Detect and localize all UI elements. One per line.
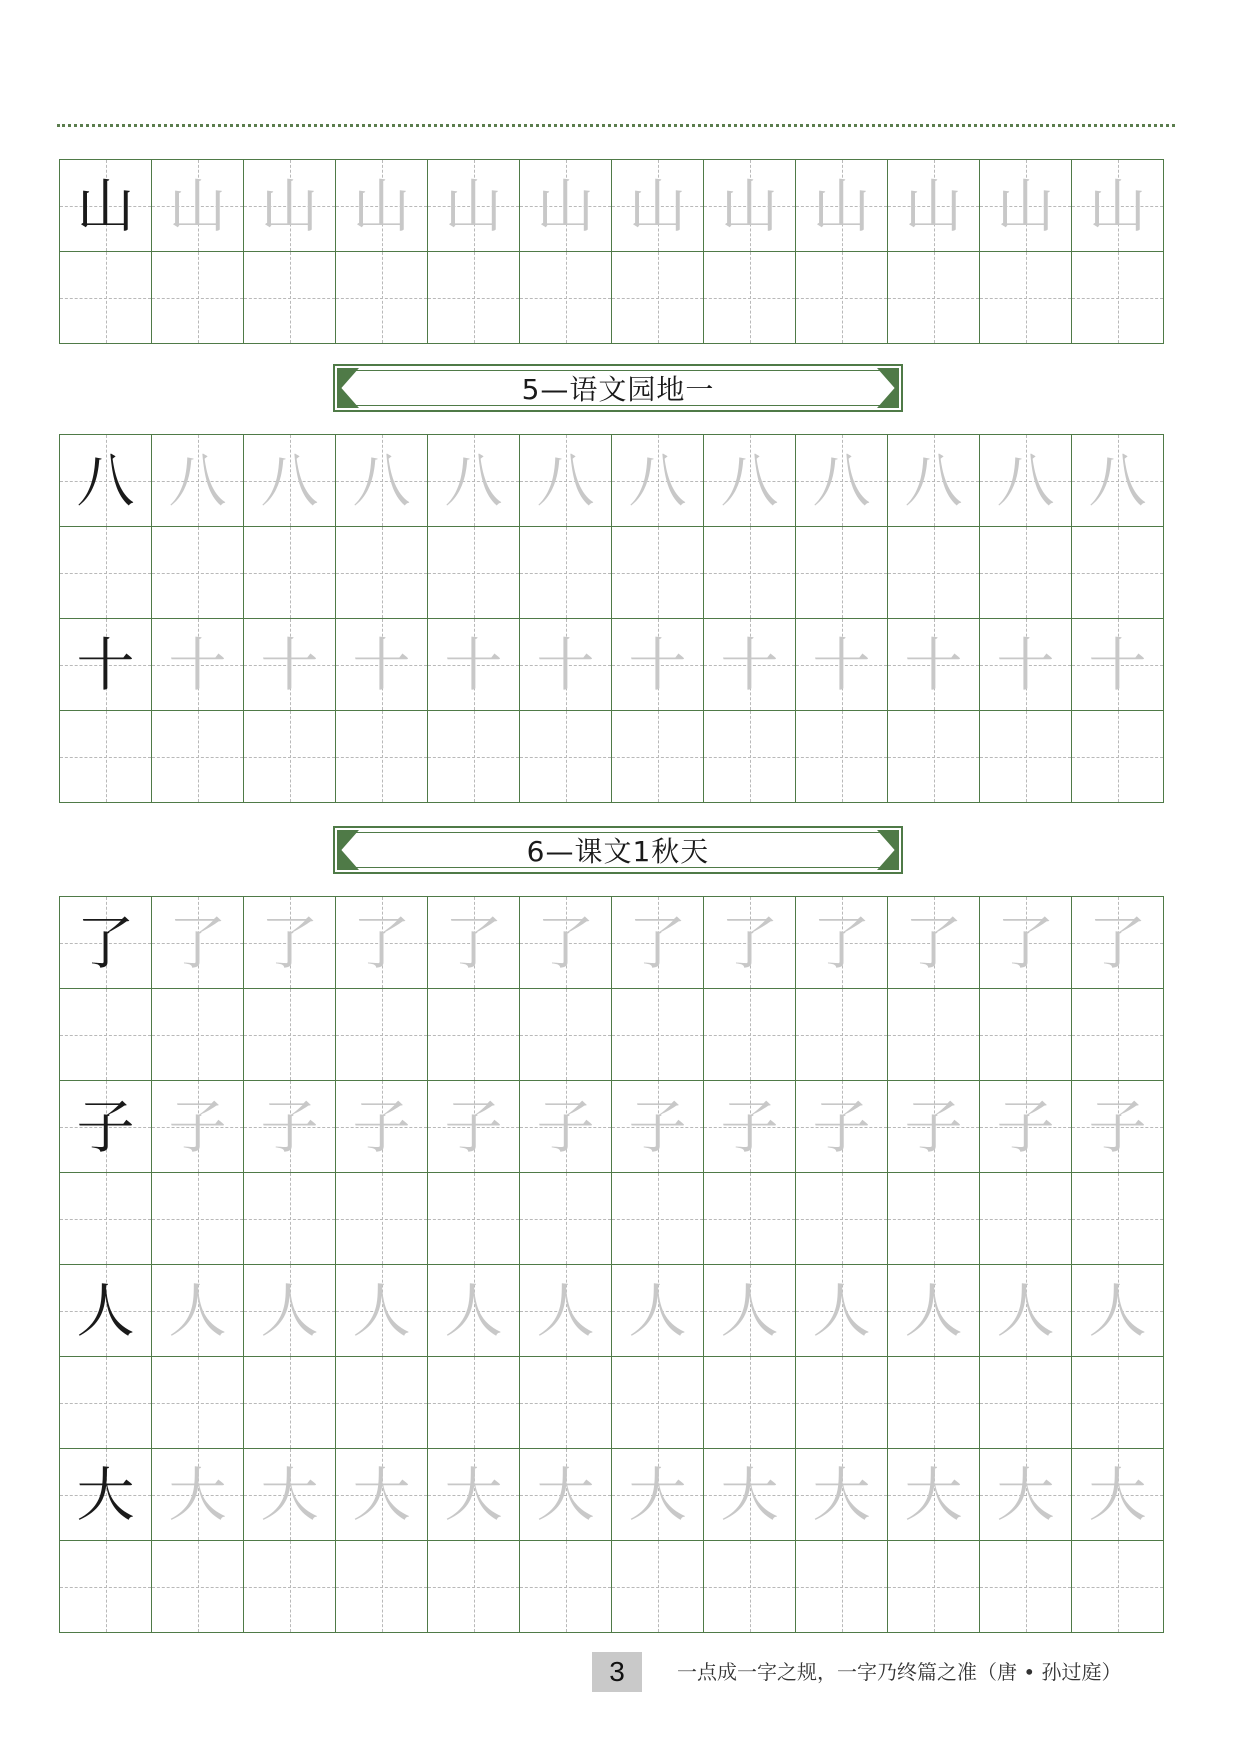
trace-cell[interactable] xyxy=(151,618,244,711)
practice-grid-3 xyxy=(59,896,1175,1632)
blank-cell[interactable] xyxy=(59,988,152,1081)
blank-cell[interactable] xyxy=(795,988,888,1081)
trace-cell[interactable] xyxy=(519,896,612,989)
trace-cell[interactable] xyxy=(703,1080,796,1173)
model-char: 十 xyxy=(76,630,135,699)
trace-cell[interactable] xyxy=(887,1448,980,1541)
blank-cell[interactable] xyxy=(703,1540,796,1633)
trace-cell[interactable] xyxy=(887,159,980,252)
char-row xyxy=(59,1448,1175,1540)
trace-char: 十 xyxy=(536,630,595,699)
char-row xyxy=(59,896,1175,988)
blank-cell[interactable] xyxy=(519,988,612,1081)
trace-char: 山 xyxy=(168,171,227,240)
trace-cell[interactable] xyxy=(427,618,520,711)
blank-cell[interactable] xyxy=(611,1172,704,1265)
trace-cell[interactable] xyxy=(151,434,244,527)
trace-char: 大 xyxy=(904,1460,963,1529)
trace-char: 十 xyxy=(904,630,963,699)
blank-cell[interactable] xyxy=(979,526,1072,619)
blank-cell[interactable] xyxy=(887,251,980,344)
trace-char: 人 xyxy=(444,1276,503,1345)
trace-cell[interactable] xyxy=(243,896,336,989)
trace-char: 子 xyxy=(168,1092,227,1161)
trace-char: 子 xyxy=(720,1092,779,1161)
trace-char: 人 xyxy=(536,1276,595,1345)
trace-cell[interactable] xyxy=(611,1448,704,1541)
blank-cell[interactable] xyxy=(703,988,796,1081)
trace-cell[interactable] xyxy=(979,1264,1072,1357)
model-cell xyxy=(59,1080,152,1173)
blank-cell[interactable] xyxy=(887,1172,980,1265)
trace-cell[interactable] xyxy=(519,434,612,527)
blank-cell[interactable] xyxy=(335,1356,428,1449)
trace-char: 八 xyxy=(904,446,963,515)
trace-char: 子 xyxy=(444,1092,503,1161)
blank-cell[interactable] xyxy=(1071,526,1164,619)
trace-char: 八 xyxy=(628,446,687,515)
blank-cell[interactable] xyxy=(519,1356,612,1449)
trace-cell[interactable] xyxy=(335,1080,428,1173)
trace-cell[interactable] xyxy=(243,1448,336,1541)
trace-cell[interactable] xyxy=(703,896,796,989)
trace-cell[interactable] xyxy=(887,1264,980,1357)
blank-cell[interactable] xyxy=(59,526,152,619)
trace-cell[interactable] xyxy=(611,1080,704,1173)
trace-char: 八 xyxy=(996,446,1055,515)
trace-cell[interactable] xyxy=(703,1264,796,1357)
trace-cell[interactable] xyxy=(427,159,520,252)
blank-cell[interactable] xyxy=(243,710,336,803)
blank-cell[interactable] xyxy=(1071,251,1164,344)
blank-cell[interactable] xyxy=(979,1172,1072,1265)
trace-char: 大 xyxy=(812,1460,871,1529)
blank-cell[interactable] xyxy=(611,988,704,1081)
blank-cell[interactable] xyxy=(151,1540,244,1633)
char-row xyxy=(59,1080,1175,1172)
trace-char: 大 xyxy=(720,1460,779,1529)
blank-cell[interactable] xyxy=(335,1172,428,1265)
trace-char: 山 xyxy=(352,171,411,240)
blank-cell[interactable] xyxy=(151,1172,244,1265)
trace-char: 人 xyxy=(904,1276,963,1345)
trace-char: 大 xyxy=(168,1460,227,1529)
blank-cell[interactable] xyxy=(427,1540,520,1633)
blank-cell[interactable] xyxy=(887,526,980,619)
blank-cell[interactable] xyxy=(611,1540,704,1633)
trace-cell[interactable] xyxy=(1071,159,1164,252)
trace-char: 人 xyxy=(628,1276,687,1345)
trace-char: 十 xyxy=(260,630,319,699)
blank-cell[interactable] xyxy=(151,1356,244,1449)
blank-cell[interactable] xyxy=(151,526,244,619)
model-cell xyxy=(59,1448,152,1541)
trace-cell[interactable] xyxy=(151,1448,244,1541)
trace-char: 山 xyxy=(536,171,595,240)
trace-cell[interactable] xyxy=(979,1080,1072,1173)
trace-cell[interactable] xyxy=(1071,1264,1164,1357)
blank-cell[interactable] xyxy=(335,251,428,344)
section-title: 5—语文园地一 xyxy=(521,373,715,406)
blank-cell[interactable] xyxy=(59,1540,152,1633)
trace-char: 人 xyxy=(168,1276,227,1345)
trace-char: 了 xyxy=(168,908,227,977)
trace-cell[interactable] xyxy=(519,618,612,711)
trace-char: 人 xyxy=(1088,1276,1147,1345)
trace-char: 子 xyxy=(812,1092,871,1161)
blank-cell[interactable] xyxy=(151,988,244,1081)
blank-cell[interactable] xyxy=(979,710,1072,803)
trace-char: 山 xyxy=(1088,171,1147,240)
trace-cell[interactable] xyxy=(887,896,980,989)
blank-cell[interactable] xyxy=(243,251,336,344)
trace-char: 人 xyxy=(720,1276,779,1345)
trace-char: 八 xyxy=(720,446,779,515)
trace-char: 十 xyxy=(628,630,687,699)
model-char: 八 xyxy=(76,446,135,515)
blank-cell[interactable] xyxy=(979,251,1072,344)
model-char: 人 xyxy=(76,1276,135,1345)
trace-char: 子 xyxy=(536,1092,595,1161)
blank-cell[interactable] xyxy=(979,1356,1072,1449)
blank-cell[interactable] xyxy=(703,710,796,803)
blank-cell[interactable] xyxy=(335,1540,428,1633)
blank-cell[interactable] xyxy=(703,251,796,344)
trace-cell[interactable] xyxy=(1071,1080,1164,1173)
char-row xyxy=(59,159,1175,251)
trace-cell[interactable] xyxy=(611,159,704,252)
trace-cell[interactable] xyxy=(427,1264,520,1357)
trace-char: 十 xyxy=(996,630,1055,699)
blank-cell[interactable] xyxy=(795,1356,888,1449)
trace-cell[interactable] xyxy=(611,434,704,527)
trace-cell[interactable] xyxy=(243,1264,336,1357)
footer-quote: 一点成一字之规，一字乃终篇之准（唐 • 孙过庭） xyxy=(677,1660,1122,1684)
blank-cell[interactable] xyxy=(427,1172,520,1265)
blank-row xyxy=(59,526,1175,618)
blank-cell[interactable] xyxy=(1071,710,1164,803)
trace-cell[interactable] xyxy=(427,434,520,527)
model-cell xyxy=(59,159,152,252)
trace-char: 山 xyxy=(628,171,687,240)
blank-cell[interactable] xyxy=(335,526,428,619)
page-number: 3 xyxy=(592,1652,642,1692)
blank-cell[interactable] xyxy=(795,1172,888,1265)
trace-cell[interactable] xyxy=(335,159,428,252)
practice-grid-1 xyxy=(59,159,1175,343)
trace-char: 十 xyxy=(352,630,411,699)
section-banner xyxy=(333,826,903,874)
trace-cell[interactable] xyxy=(703,434,796,527)
blank-row xyxy=(59,1356,1175,1448)
blank-cell[interactable] xyxy=(795,1540,888,1633)
blank-cell[interactable] xyxy=(519,251,612,344)
trace-cell[interactable] xyxy=(979,896,1072,989)
trace-char: 大 xyxy=(352,1460,411,1529)
blank-cell[interactable] xyxy=(151,251,244,344)
model-cell xyxy=(59,1264,152,1357)
trace-cell[interactable] xyxy=(979,159,1072,252)
trace-cell[interactable] xyxy=(519,1080,612,1173)
trace-char: 十 xyxy=(168,630,227,699)
trace-char: 了 xyxy=(628,908,687,977)
char-row xyxy=(59,618,1175,710)
blank-cell[interactable] xyxy=(335,710,428,803)
model-char: 山 xyxy=(76,171,135,240)
blank-cell[interactable] xyxy=(611,526,704,619)
blank-cell[interactable] xyxy=(519,1540,612,1633)
trace-cell[interactable] xyxy=(243,618,336,711)
trace-char: 八 xyxy=(1088,446,1147,515)
trace-cell[interactable] xyxy=(795,1080,888,1173)
blank-cell[interactable] xyxy=(611,710,704,803)
trace-char: 大 xyxy=(996,1460,1055,1529)
char-row xyxy=(59,1264,1175,1356)
trace-char: 了 xyxy=(904,908,963,977)
model-char: 大 xyxy=(76,1460,135,1529)
trace-char: 十 xyxy=(444,630,503,699)
trace-cell[interactable] xyxy=(979,618,1072,711)
blank-cell[interactable] xyxy=(887,1540,980,1633)
blank-cell[interactable] xyxy=(703,1356,796,1449)
blank-cell[interactable] xyxy=(243,1356,336,1449)
trace-char: 山 xyxy=(260,171,319,240)
trace-cell[interactable] xyxy=(795,1264,888,1357)
section-banner xyxy=(333,364,903,412)
practice-grid-2 xyxy=(59,434,1175,802)
blank-cell[interactable] xyxy=(611,251,704,344)
trace-cell[interactable] xyxy=(795,896,888,989)
blank-cell[interactable] xyxy=(243,988,336,1081)
trace-cell[interactable] xyxy=(519,1264,612,1357)
blank-cell[interactable] xyxy=(335,988,428,1081)
blank-cell[interactable] xyxy=(703,526,796,619)
trace-cell[interactable] xyxy=(703,618,796,711)
char-row xyxy=(59,434,1175,526)
model-cell xyxy=(59,896,152,989)
blank-cell[interactable] xyxy=(795,526,888,619)
trace-char: 大 xyxy=(628,1460,687,1529)
trace-cell[interactable] xyxy=(979,434,1072,527)
blank-cell[interactable] xyxy=(519,1172,612,1265)
blank-cell[interactable] xyxy=(979,988,1072,1081)
blank-cell[interactable] xyxy=(1071,1540,1164,1633)
model-cell xyxy=(59,618,152,711)
trace-char: 子 xyxy=(352,1092,411,1161)
model-cell xyxy=(59,434,152,527)
blank-row xyxy=(59,251,1175,343)
blank-row xyxy=(59,710,1175,802)
trace-cell[interactable] xyxy=(887,1080,980,1173)
blank-cell[interactable] xyxy=(427,251,520,344)
trace-cell[interactable] xyxy=(243,1080,336,1173)
trace-cell[interactable] xyxy=(151,1264,244,1357)
trace-cell[interactable] xyxy=(1071,434,1164,527)
model-char: 子 xyxy=(76,1092,135,1161)
trace-char: 子 xyxy=(260,1092,319,1161)
blank-cell[interactable] xyxy=(243,1540,336,1633)
blank-cell[interactable] xyxy=(427,526,520,619)
trace-cell[interactable] xyxy=(335,896,428,989)
blank-cell[interactable] xyxy=(887,710,980,803)
trace-char: 了 xyxy=(260,908,319,977)
trace-cell[interactable] xyxy=(979,1448,1072,1541)
section-title: 6—课文1秋天 xyxy=(526,835,710,868)
trace-cell[interactable] xyxy=(151,1080,244,1173)
blank-cell[interactable] xyxy=(519,526,612,619)
trace-char: 了 xyxy=(996,908,1055,977)
trace-cell[interactable] xyxy=(795,618,888,711)
trace-cell[interactable] xyxy=(795,1448,888,1541)
trace-cell[interactable] xyxy=(795,159,888,252)
trace-cell[interactable] xyxy=(1071,896,1164,989)
trace-cell[interactable] xyxy=(611,618,704,711)
trace-cell[interactable] xyxy=(243,159,336,252)
trace-char: 八 xyxy=(352,446,411,515)
blank-cell[interactable] xyxy=(427,1356,520,1449)
trace-cell[interactable] xyxy=(611,1264,704,1357)
trace-cell[interactable] xyxy=(519,159,612,252)
blank-cell[interactable] xyxy=(795,710,888,803)
trace-cell[interactable] xyxy=(427,1448,520,1541)
trace-char: 人 xyxy=(260,1276,319,1345)
trace-char: 八 xyxy=(260,446,319,515)
trace-char: 大 xyxy=(1088,1460,1147,1529)
trace-cell[interactable] xyxy=(335,1264,428,1357)
blank-cell[interactable] xyxy=(243,526,336,619)
blank-cell[interactable] xyxy=(1071,1356,1164,1449)
blank-cell[interactable] xyxy=(59,1172,152,1265)
blank-cell[interactable] xyxy=(611,1356,704,1449)
trace-char: 山 xyxy=(904,171,963,240)
trace-cell[interactable] xyxy=(703,1448,796,1541)
trace-char: 大 xyxy=(536,1460,595,1529)
trace-char: 人 xyxy=(352,1276,411,1345)
trace-char: 十 xyxy=(1088,630,1147,699)
trace-cell[interactable] xyxy=(703,159,796,252)
blank-cell[interactable] xyxy=(887,988,980,1081)
blank-cell[interactable] xyxy=(1071,988,1164,1081)
blank-row xyxy=(59,1540,1175,1632)
trace-char: 了 xyxy=(352,908,411,977)
trace-char: 八 xyxy=(444,446,503,515)
trace-char: 子 xyxy=(628,1092,687,1161)
blank-row xyxy=(59,988,1175,1080)
trace-char: 了 xyxy=(1088,908,1147,977)
blank-cell[interactable] xyxy=(1071,1172,1164,1265)
trace-char: 子 xyxy=(996,1092,1055,1161)
trace-cell[interactable] xyxy=(335,618,428,711)
trace-cell[interactable] xyxy=(611,896,704,989)
blank-cell[interactable] xyxy=(979,1540,1072,1633)
trace-cell[interactable] xyxy=(519,1448,612,1541)
trace-char: 八 xyxy=(536,446,595,515)
trace-char: 了 xyxy=(720,908,779,977)
model-char: 了 xyxy=(76,908,135,977)
blank-cell[interactable] xyxy=(703,1172,796,1265)
trace-char: 山 xyxy=(996,171,1055,240)
trace-char: 子 xyxy=(1088,1092,1147,1161)
trace-cell[interactable] xyxy=(335,1448,428,1541)
trace-cell[interactable] xyxy=(887,618,980,711)
trace-char: 人 xyxy=(812,1276,871,1345)
trace-cell[interactable] xyxy=(427,896,520,989)
blank-cell[interactable] xyxy=(427,710,520,803)
trace-char: 了 xyxy=(444,908,503,977)
trace-cell[interactable] xyxy=(335,434,428,527)
blank-cell[interactable] xyxy=(519,710,612,803)
blank-cell[interactable] xyxy=(427,988,520,1081)
trace-cell[interactable] xyxy=(243,434,336,527)
trace-cell[interactable] xyxy=(795,434,888,527)
trace-char: 山 xyxy=(444,171,503,240)
blank-cell[interactable] xyxy=(59,251,152,344)
blank-cell[interactable] xyxy=(59,1356,152,1449)
trace-char: 十 xyxy=(720,630,779,699)
trace-char: 子 xyxy=(904,1092,963,1161)
trace-char: 十 xyxy=(812,630,871,699)
trace-cell[interactable] xyxy=(887,434,980,527)
trace-cell[interactable] xyxy=(1071,618,1164,711)
top-dotted-divider xyxy=(57,124,1175,127)
trace-cell[interactable] xyxy=(151,896,244,989)
trace-char: 山 xyxy=(720,171,779,240)
trace-char: 了 xyxy=(812,908,871,977)
blank-cell[interactable] xyxy=(151,710,244,803)
trace-cell[interactable] xyxy=(151,159,244,252)
trace-char: 了 xyxy=(536,908,595,977)
trace-cell[interactable] xyxy=(427,1080,520,1173)
trace-char: 大 xyxy=(260,1460,319,1529)
blank-cell[interactable] xyxy=(887,1356,980,1449)
blank-cell[interactable] xyxy=(795,251,888,344)
trace-char: 人 xyxy=(996,1276,1055,1345)
trace-char: 大 xyxy=(444,1460,503,1529)
blank-cell[interactable] xyxy=(243,1172,336,1265)
trace-char: 八 xyxy=(812,446,871,515)
trace-cell[interactable] xyxy=(1071,1448,1164,1541)
trace-char: 山 xyxy=(812,171,871,240)
blank-row xyxy=(59,1172,1175,1264)
trace-char: 八 xyxy=(168,446,227,515)
blank-cell[interactable] xyxy=(59,710,152,803)
